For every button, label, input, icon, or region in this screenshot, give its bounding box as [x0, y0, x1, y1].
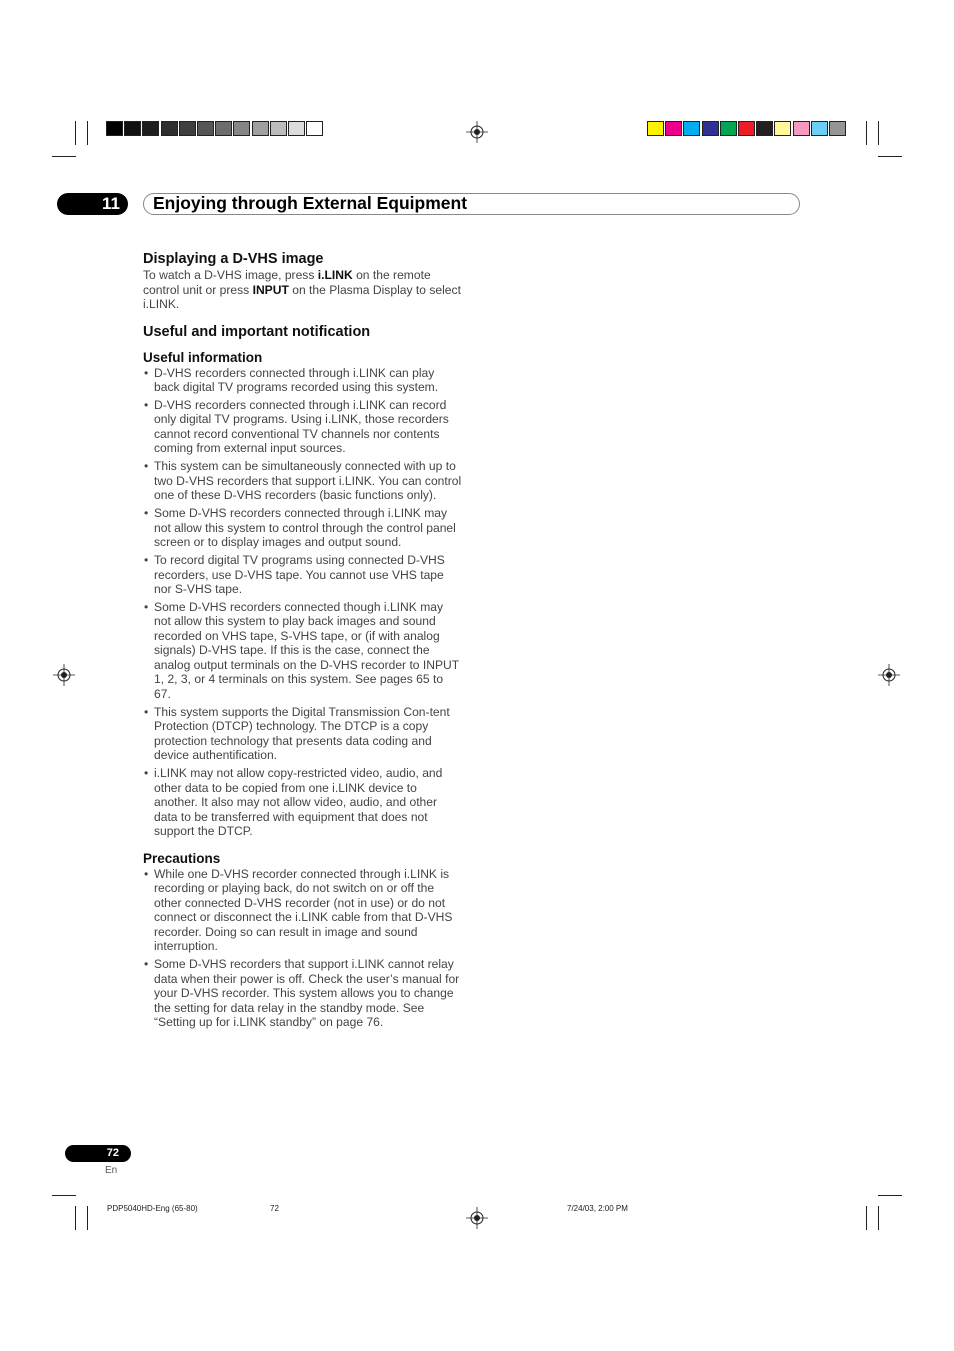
calibration-swatch: [306, 121, 323, 136]
text-run: on the Plasma Display to select i.LINK.: [143, 282, 461, 311]
list-item: • D-VHS recorders connected through i.LINK can play back digital TV programs recorded using this system.: [143, 366, 463, 395]
list-item: • i.LINK may not allow copy-restricted video, audio, and other data to be copied from one i.LINK device to another. It also may not allow video, audio, and other data to be transferred with equipment that does not support the DTCP.: [143, 766, 463, 839]
list-item: • This system supports the Digital Transmission Con-tent Protection (DTCP) technology. The DTCP is a copy protection technology that presents data coding and device authentification.: [143, 705, 463, 763]
calibration-swatch: [793, 121, 810, 136]
footer-file-name: PDP5040HD-Eng (65-80): [107, 1204, 198, 1213]
list-item: • While one D-VHS recorder connected through i.LINK is recording or playing back, do not switch on or off the other connected D-VHS recorder (not in use) or do not connect or disconnect the i.LINK cable from that D-VHS recorder. Doing so can result in image and sound interruption.: [143, 867, 463, 954]
footer-page: 72: [270, 1204, 279, 1213]
precautions-list: [143, 867, 463, 1030]
section-heading-notification: Useful and important notification: [143, 323, 371, 340]
calibration-swatch: [197, 121, 214, 136]
calibration-swatch: [252, 121, 269, 136]
calibration-swatch: [811, 121, 828, 136]
subheading-useful-information: Useful information: [143, 349, 263, 365]
calibration-swatch: [829, 121, 846, 136]
calibration-swatch: [720, 121, 737, 136]
calibration-swatch: [142, 121, 159, 136]
list-item: • To record digital TV programs using connected D-VHS recorders, use D-VHS tape. You cannot use VHS tape nor S-VHS tape.: [143, 553, 463, 597]
subheading-precautions: Precautions: [143, 850, 221, 866]
registration-mark-icon: [53, 664, 75, 686]
calibration-swatch: [106, 121, 123, 136]
text-run: on the remote control unit or press: [143, 268, 431, 297]
registration-mark-icon: [878, 664, 900, 686]
useful-information-list: [143, 366, 463, 839]
calibration-swatch: [683, 121, 700, 136]
registration-mark-icon: [466, 121, 488, 143]
calibration-swatch: [756, 121, 773, 136]
key-input: INPUT: [252, 282, 289, 297]
key-ilink: i.LINK: [317, 268, 353, 282]
calibration-swatch: [233, 121, 250, 136]
list-item: • Some D-VHS recorders connected though i.LINK may not allow this system to play back images and sound recorded on VHS tape, S-VHS tape, or (if with analog signals) D-VHS tape. If this is the case, connect the analog output terminals on the D-VHS recorder to INPUT 1, 2, 3, or 4 terminals on this system. See pages 65 to 67.: [143, 600, 463, 702]
list-item: • D-VHS recorders connected through i.LINK can record only digital TV programs. Using i.LINK, those recorders cannot record conventional TV channels nor contents coming from external input sources.: [143, 398, 463, 456]
section-heading-displaying: Displaying a D-VHS image: [143, 251, 324, 267]
content-column: [143, 250, 463, 1033]
section-paragraph: [143, 268, 463, 312]
calibration-swatch: [179, 121, 196, 136]
footer-date: 7/24/03, 2:00 PM: [567, 1204, 628, 1213]
calibration-swatch: [738, 121, 755, 136]
calibration-swatch: [288, 121, 305, 136]
list-item: • This system can be simultaneously connected with up to two D-VHS recorders that support i.LINK. You can control one of these D-VHS recorders (basic functions only).: [143, 459, 463, 503]
calibration-swatch: [270, 121, 287, 136]
calibration-swatch: [665, 121, 682, 136]
calibration-swatch: [702, 121, 719, 136]
registration-mark-icon: [466, 1207, 488, 1229]
chapter-title: Enjoying through External Equipment: [153, 193, 468, 213]
list-item: • Some D-VHS recorders connected through i.LINK may not allow this system to control through the control panel screen or to display images and output sound.: [143, 506, 463, 550]
text-run: To watch a D-VHS image, press: [143, 268, 318, 282]
calibration-swatch: [161, 121, 178, 136]
calibration-swatch: [774, 121, 791, 136]
calibration-swatch: [215, 121, 232, 136]
calibration-swatch: [647, 121, 664, 136]
calibration-swatch: [124, 121, 141, 136]
page-number: 72: [65, 1145, 131, 1162]
chapter-number: 11: [57, 193, 128, 215]
list-item: • Some D-VHS recorders that support i.LINK cannot relay data when their power is off. Check the user’s manual for your D-VHS recorder. This system allows you to change the setting for data relay in the standby mode. See “Setting up for i.LINK standby” on page 76.: [143, 957, 463, 1030]
page-language: En: [105, 1165, 118, 1176]
